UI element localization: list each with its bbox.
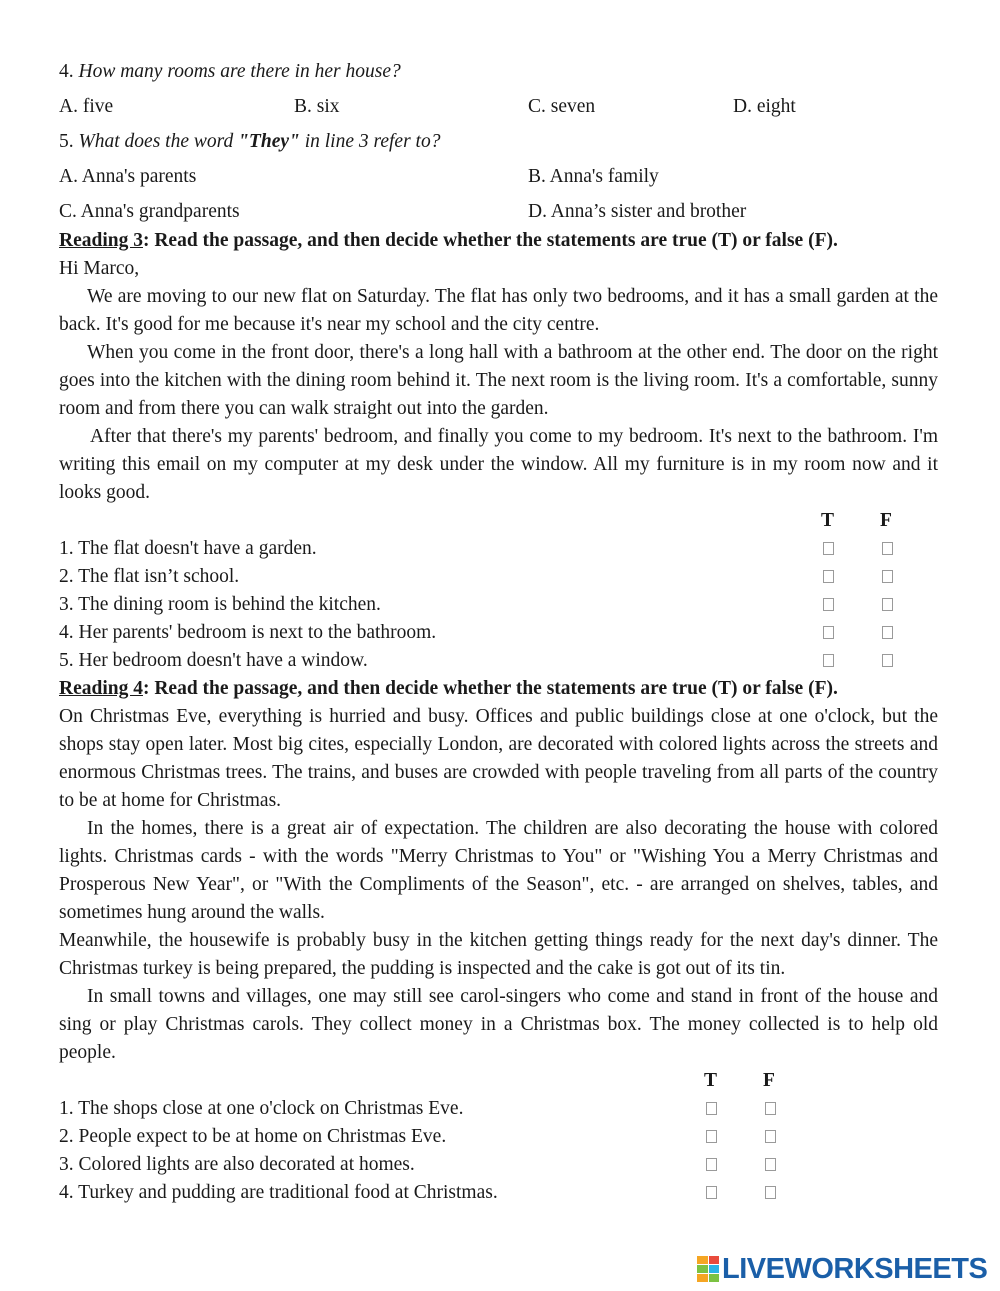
reading-4-true-header: T [704, 1070, 718, 1091]
reading-4-statement: 1. The shops close at one o'clock on Christmas Eve. [59, 1098, 464, 1119]
reading-3-statement: 4. Her parents' bedroom is next to the bathroom. [59, 622, 437, 643]
liveworksheets-logo [697, 1253, 987, 1285]
reading-3-heading: Reading 3: Read the passage, and then decide whether the statements are true (T) or false (F). [59, 230, 838, 251]
reading-4-paragraph-3: Meanwhile, the housewife is probably busy in the kitchen getting things ready for the next day's dinner. The Christmas turkey is being prepared, the pudding is inspected and the cake is got out of its tin. [59, 930, 938, 979]
r4-s1-false-checkbox[interactable] [765, 1102, 776, 1115]
question-5: 5. What does the word "They" in line 3 refer to? [59, 131, 441, 152]
reading-4-statement: 4. Turkey and pudding are traditional food at Christmas. [59, 1182, 498, 1203]
q4-option-c[interactable]: C. seven [528, 96, 596, 117]
r3-s4-false-checkbox[interactable] [882, 626, 893, 639]
liveworksheets-logo-text: LIVEWORKSHEETS [722, 1252, 988, 1285]
reading-4-paragraph-2: In the homes, there is a great air of expectation. The children are also decorating the house with colored lights. Christmas cards - with the words "Merry Christmas to You" or "Wishing You a Merry Christmas and Prosperous New Year", or "With the Compliments of the Season", etc. - are arranged on shelves, tables, and sometimes hung around the walls. [59, 818, 938, 923]
r3-s5-true-checkbox[interactable] [823, 654, 834, 667]
reading-3-greeting: Hi Marco, [59, 258, 140, 279]
reading-3-paragraph-3: After that there's my parents' bedroom, and finally you come to my bedroom. It's next to the bathroom. I'm writing this email on my computer at my desk under the window. All my furniture is in my room now and it looks good. [59, 426, 938, 503]
reading-4-heading: Reading 4: Read the passage, and then decide whether the statements are true (T) or false (F). [59, 678, 838, 699]
r3-s5-false-checkbox[interactable] [882, 654, 893, 667]
r3-s2-true-checkbox[interactable] [823, 570, 834, 583]
r4-s3-false-checkbox[interactable] [765, 1158, 776, 1171]
reading-3-statement: 3. The dining room is behind the kitchen. [59, 594, 381, 615]
r3-s3-true-checkbox[interactable] [823, 598, 834, 611]
q5-option-c[interactable]: C. Anna's grandparents [59, 201, 240, 222]
r4-s1-true-checkbox[interactable] [706, 1102, 717, 1115]
reading-4-paragraph-1: On Christmas Eve, everything is hurried and busy. Offices and public buildings close at one o'clock, but the shops stay open later. Most big cites, especially London, are decorated with colored lights across the streets and enormous Christmas trees. The trains, and buses are crowded with people traveling from all parts of the country to be at home for Christmas. [59, 706, 938, 811]
reading-3-true-header: T [821, 510, 835, 531]
r3-s4-true-checkbox[interactable] [823, 626, 834, 639]
r4-s2-true-checkbox[interactable] [706, 1130, 717, 1143]
reading-4-statement: 3. Colored lights are also decorated at homes. [59, 1154, 415, 1175]
reading-3-statement: 5. Her bedroom doesn't have a window. [59, 650, 368, 671]
reading-3-paragraph-1: We are moving to our new flat on Saturday. The flat has only two bedrooms, and it has a small garden at the back. It's good for me because it's near my school and the city centre. [59, 286, 938, 335]
r4-s4-true-checkbox[interactable] [706, 1186, 717, 1199]
r4-s3-true-checkbox[interactable] [706, 1158, 717, 1171]
reading-4-false-header: F [763, 1070, 775, 1091]
reading-3-statement: 2. The flat isn’t school. [59, 566, 240, 587]
reading-3-false-header: F [880, 510, 892, 531]
r3-s1-true-checkbox[interactable] [823, 542, 834, 555]
reading-3-statement: 1. The flat doesn't have a garden. [59, 538, 317, 559]
r4-s2-false-checkbox[interactable] [765, 1130, 776, 1143]
q4-option-b[interactable]: B. six [294, 96, 340, 117]
q4-option-d[interactable]: D. eight [733, 96, 796, 117]
r3-s2-false-checkbox[interactable] [882, 570, 893, 583]
question-4: 4. How many rooms are there in her house? [59, 61, 401, 82]
r3-s1-false-checkbox[interactable] [882, 542, 893, 555]
liveworksheets-logo-icon [697, 1256, 719, 1282]
r4-s4-false-checkbox[interactable] [765, 1186, 776, 1199]
r3-s3-false-checkbox[interactable] [882, 598, 893, 611]
q5-option-b[interactable]: B. Anna's family [528, 166, 659, 187]
q5-option-d[interactable]: D. Anna’s sister and brother [528, 201, 747, 222]
q5-option-a[interactable]: A. Anna's parents [59, 166, 197, 187]
reading-3-paragraph-2: When you come in the front door, there's a long hall with a bathroom at the other end. The door on the right goes into the kitchen with the dining room behind it. The next room is the living room. It's a comfortable, sunny room and from there you can walk straight out into the garden. [59, 342, 938, 419]
reading-4-paragraph-4: In small towns and villages, one may still see carol-singers who come and stand in front of the house and sing or play Christmas carols. They collect money in a Christmas box. The money collected is to help old people. [59, 986, 938, 1063]
reading-4-statement: 2. People expect to be at home on Christmas Eve. [59, 1126, 447, 1147]
q4-option-a[interactable]: A. five [59, 96, 114, 117]
